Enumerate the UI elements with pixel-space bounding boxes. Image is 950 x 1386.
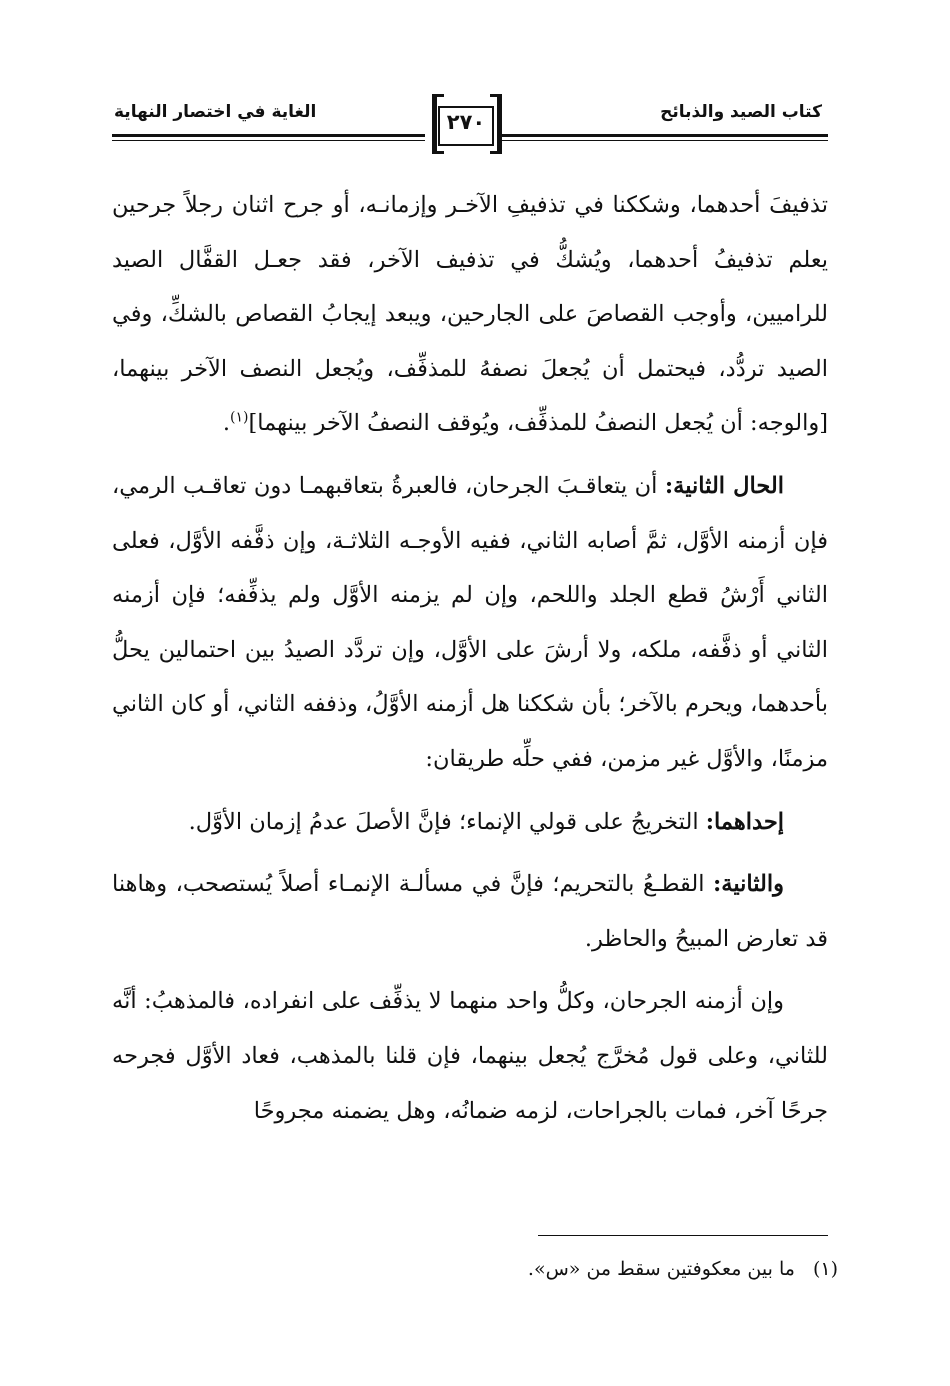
- paragraph-end-punctuation: .: [222, 410, 231, 437]
- footnote-separator: [538, 1235, 828, 1236]
- header-rule-left: [112, 134, 425, 137]
- footnote-number: (١): [812, 1258, 838, 1280]
- footnote: [122, 1254, 838, 1284]
- section-lead-term: إحداهما:: [705, 808, 784, 835]
- paragraph-text: تذفيفَ أحدهما، وشككنا في تذفيفِ الآخـر وإزمانـه، أو جرح اثنان رجلاً جرحين يعلم تذفيفُ أحدهما، ويُشكُّ في تذفيف الآخر، فقد جعـل القفَّال الصيد للراميين، وأوجب القصاصَ على الجارحين، ويبعد إيجابُ القصاص بالشكِّ، وفي الصيد تردُّد، فيحتمل أن يُجعلَ نصفهُ للمذفِّف، ويُجعل النصف الآخر بينهما، [والوجه: أن يُجعل النصفُ للمذفِّف، ويُوقف النصفُ الآخر بينهما]: [112, 192, 828, 437]
- footnote-reference: (١): [230, 409, 249, 426]
- footnote-text: ما بين معكوفتين سقط من «س».: [527, 1258, 795, 1280]
- frame-cap: [432, 151, 444, 154]
- page-number-frame: [432, 94, 502, 154]
- header-rule-right-thin: [498, 140, 828, 141]
- paragraph-2: [112, 459, 828, 787]
- frame-cap: [432, 94, 444, 97]
- paragraph-text: القطـعُ بالتحريم؛ فإنَّ في مسألـة الإنمـاء أصلاً يُستصحب، وهاهنا قد تعارض المبيحُ والحاظر.: [112, 871, 828, 952]
- paragraph-5: [112, 974, 828, 1138]
- section-lead-term: الحال الثانية:: [664, 472, 784, 499]
- page-number: ٢٧٠: [446, 110, 486, 134]
- header-rule-left-thin: [112, 140, 425, 141]
- book-title: الغاية في اختصار النهاية: [114, 102, 317, 122]
- frame-cap: [490, 94, 502, 97]
- paragraph-text: التخريجُ على قولي الإنماء؛ فإنَّ الأصلَ عدمُ إزمان الأوَّل.: [188, 808, 706, 835]
- paragraph-3: [112, 795, 828, 850]
- section-lead-term: والثانية:: [712, 871, 784, 898]
- frame-bar-left: [432, 94, 437, 154]
- paragraph-4: [112, 857, 828, 966]
- frame-cap: [490, 151, 502, 154]
- main-text: [112, 178, 828, 1146]
- running-header: [112, 88, 828, 168]
- paragraph-1: [112, 178, 828, 451]
- header-rule-right: [498, 134, 828, 137]
- frame-bar-right: [497, 94, 502, 154]
- paragraph-text: أن يتعاقـبَ الجرحان، فالعبرةُ بتعاقبهمـا دون تعاقـب الرمي، فإن أزمنه الأوَّل، ثمَّ أصابه الثاني، ففيه الأوجـه الثلاثـة، وإن ذفَّفه الأوَّل، فعلى الثاني أَرْشُ قطع الجلد واللحم، وإن لم يزمنه الأوَّل ولم يذفِّفه؛ فإن أزمنه الثاني أو ذفَّفه، ملكه، ولا أرشَ على الأوَّل، وإن تردَّد الصيدُ بين احتمالين يحلُّ بأحدهما، ويحرم بالآخر؛ بأن شككنا هل أزمنه الأوَّلُ، وذففه الثاني، أو كان الثاني مزمنًا، والأوَّل غير مزمن، ففي حلِّه طريقان:: [112, 472, 828, 772]
- book-chapter-title: كتاب الصيد والذبائح: [660, 102, 822, 122]
- paragraph-text: وإن أزمنه الجرحان، وكلُّ واحد منهما لا يذفِّف على انفراده، فالمذهبُ: أنَّه للثاني، وعلى قول مُخرَّج يُجعل بينهما، فإن قلنا بالمذهب، فعاد الأوَّل فجرحه جرحًا آخر، فمات بالجراحات، لزمه ضمانُه، وهل يضمنه مجروحًا: [112, 988, 828, 1124]
